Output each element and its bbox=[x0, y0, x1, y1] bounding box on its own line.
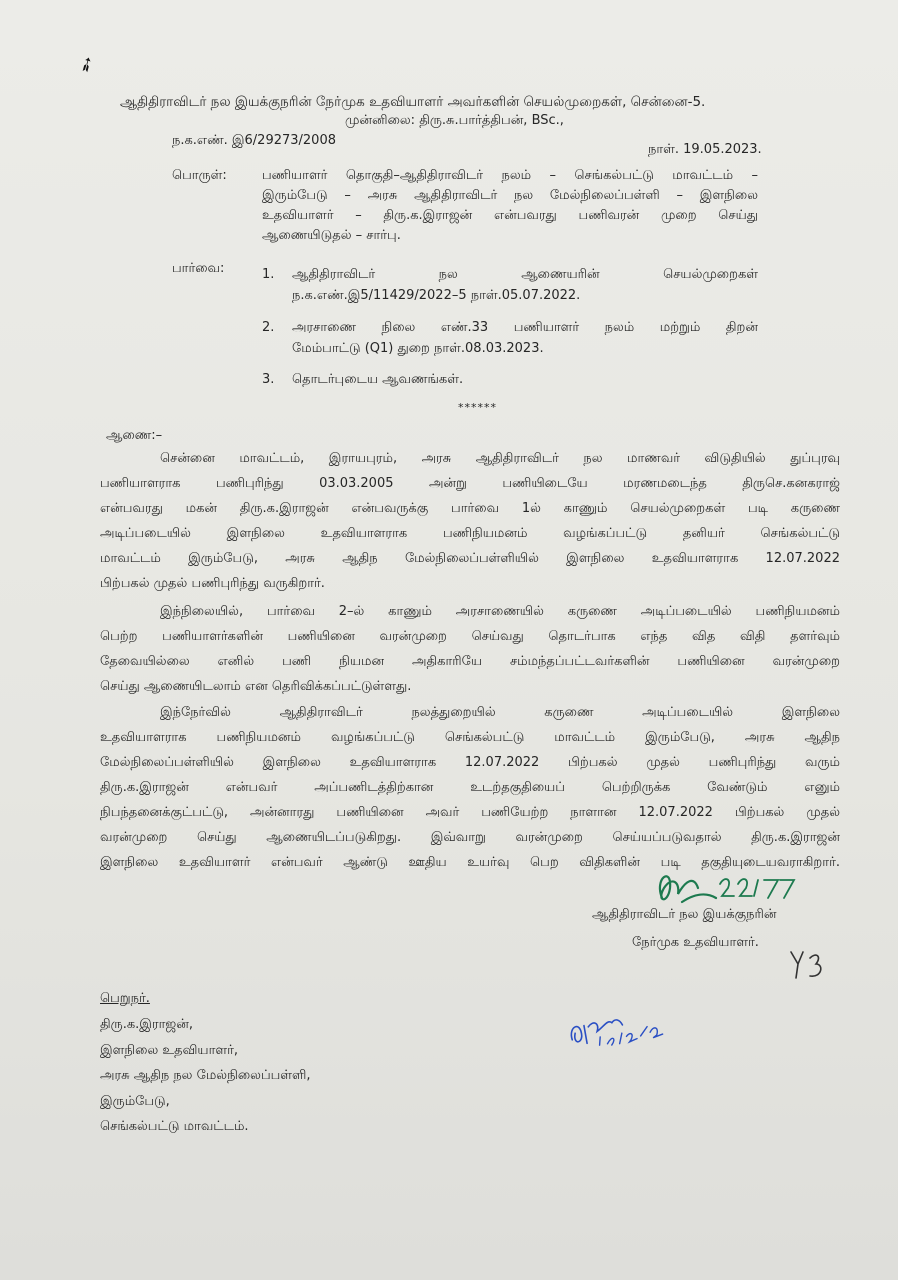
paragraph-1-line: பிற்பகல் முதல் பணிபுரிந்து வருகிறார். bbox=[100, 576, 325, 591]
paragraph-2-line: செய்து ஆணையிடலாம் என தெரிவிக்கப்பட்டுள்ளது. bbox=[100, 679, 412, 694]
recipient-line: செங்கல்பட்டு மாவட்டம். bbox=[100, 1119, 249, 1134]
subject-line: ஆணையிடுதல் – சார்பு. bbox=[262, 228, 401, 243]
paragraph-1-line: பணியாளராக பணிபுரிந்து 03.03.2005 அன்று பணியிடையே மரணமடைந்த திருசெ.கனகராஜ் bbox=[100, 476, 840, 491]
paragraph-1-line: அடிப்படையில் இளநிலை உதவியாளராக பணிநியமனம் வழங்கப்பட்டு தனியர் செங்கல்பட்டு bbox=[100, 526, 840, 541]
paragraph-3-line: நிபந்தனைக்குட்பட்டு, அன்னாரது பணியினை அவர் பணியேற்ற நாளான 12.07.2022 பிற்பகல் முதல் bbox=[100, 805, 840, 820]
order-label: ஆணை:– bbox=[106, 428, 163, 443]
document-date: நாள். 19.05.2023. bbox=[648, 142, 762, 157]
paragraph-3-line: மேல்நிலைப்பள்ளியில் இளநிலை உதவியாளராக 12.07.2022 பிற்பகல் முதல் பணிபுரிந்து வரும் bbox=[100, 755, 840, 770]
signatory-designation-2: நேர்முக உதவியாளர். bbox=[632, 935, 759, 950]
reference-line: அரசாணை நிலை எண்.33 பணியாளர் நலம் மற்றும் திறன் bbox=[292, 320, 758, 335]
paragraph-1-line: சென்னை மாவட்டம், இராயபுரம், அரசு ஆதிதிராவிடர் நல மாணவர் விடுதியில் துப்புரவு bbox=[160, 451, 840, 466]
document-title: ஆதிதிராவிடர் நல இயக்குநரின் நேர்முக உதவியாளர் அவர்களின் செயல்முறைகள், சென்னை-5. bbox=[120, 94, 706, 110]
reference-line: ந.க.எண்.இ5/11429/2022–5 நாள்.05.07.2022. bbox=[292, 288, 581, 303]
recipient-line: இளநிலை உதவியாளர், bbox=[100, 1043, 239, 1058]
subject-line: இரும்பேடு – அரசு ஆதிதிராவிடர் நல மேல்நிலைப்பள்ளி – இளநிலை bbox=[262, 188, 758, 203]
recipient-line: திரு.க.இராஜன், bbox=[100, 1017, 194, 1032]
signatory-designation-1: ஆதிதிராவிடர் நல இயக்குநரின் bbox=[592, 907, 777, 922]
paragraph-3-line: உதவியாளராக பணிநியமனம் வழங்கப்பட்டு செங்கல்பட்டு மாவட்டம் இரும்பேடு, அரசு ஆதிந bbox=[100, 730, 840, 745]
reference-line: தொடர்புடைய ஆவணங்கள். bbox=[292, 372, 464, 387]
subject-line: உதவியாளர் – திரு.க.இராஜன் என்பவரது பணிவரன் முறை செய்து bbox=[262, 208, 758, 223]
paragraph-3-line: இளநிலை உதவியாளர் என்பவர் ஆண்டு ஊதிய உயர்வு பெற விதிகளின் படி தகுதியுடையவராகிறார். bbox=[100, 855, 840, 870]
handwritten-note-icon bbox=[566, 998, 676, 1048]
separator: ****** bbox=[458, 401, 497, 414]
subject-line: பணியாளர் தொகுதி–ஆதிதிராவிடர் நலம் – செங்கல்பட்டு மாவட்டம் – bbox=[262, 168, 758, 183]
page-mark bbox=[788, 948, 828, 982]
handwritten-note bbox=[566, 998, 676, 1048]
paragraph-2-line: பெற்ற பணியாளர்களின் பணியினை வரன்முறை செய்வது தொடர்பாக எந்த வித விதி தளர்வும் bbox=[100, 629, 840, 644]
recipient-line: அரசு ஆதிந நல மேல்நிலைப்பள்ளி, bbox=[100, 1068, 311, 1083]
reference-number-3: 3. bbox=[262, 372, 275, 387]
presence-line: முன்னிலை: திரு.சு.பார்த்திபன், BSc., bbox=[345, 113, 564, 128]
recipient-line: இரும்பேடு, bbox=[100, 1094, 170, 1109]
pen-mark-icon: ➶ bbox=[73, 49, 100, 79]
paragraph-3-line: வரன்முறை செய்து ஆணையிடப்படுகிறது. இவ்வாறு வரன்முறை செய்யப்படுவதால் திரு.க.இராஜன் bbox=[100, 830, 840, 845]
references-label: பார்வை: bbox=[172, 261, 225, 276]
paragraph-2-line: இந்நிலையில், பார்வை 2–ல் காணும் அரசாணையில் கருணை அடிப்படையில் பணிநியமனம் bbox=[160, 604, 840, 619]
subject-label: பொருள்: bbox=[172, 168, 227, 183]
reference-line: மேம்பாட்டு (Q1) துறை நாள்.08.03.2023. bbox=[292, 341, 544, 356]
reference-number: ந.க.எண். இ6/29273/2008 bbox=[172, 133, 336, 148]
reference-number-2: 2. bbox=[262, 320, 275, 335]
paragraph-1-line: என்பவரது மகன் திரு.க.இராஜன் என்பவருக்கு பார்வை 1ல் காணும் செயல்முறைகள் படி கருணை bbox=[100, 501, 840, 516]
reference-line: ஆதிதிராவிடர் நல ஆணையரின் செயல்முறைகள் bbox=[292, 267, 758, 282]
reference-number-1: 1. bbox=[262, 267, 275, 282]
paragraph-1-line: மாவட்டம் இரும்பேடு, அரசு ஆதிந மேல்நிலைப்பள்ளியில் இளநிலை உதவியாளராக 12.07.2022 bbox=[100, 551, 840, 566]
paragraph-3-line: திரு.க.இராஜன் என்பவர் அப்பணிடத்திற்கான உடற்தகுதியைப் பெற்றிருக்க வேண்டும் எனும் bbox=[100, 780, 840, 795]
recipient-label: பெறுநர். bbox=[100, 991, 150, 1006]
paragraph-3-line: இந்நேர்வில் ஆதிதிராவிடர் நலத்துறையில் கருணை அடிப்படையில் இளநிலை bbox=[160, 705, 840, 720]
page-mark-icon bbox=[788, 948, 828, 982]
paragraph-2-line: தேவையில்லை எனில் பணி நியமன அதிகாரியே சம்மந்தப்பட்டவர்களின் பணியினை வரன்முறை bbox=[100, 654, 840, 669]
